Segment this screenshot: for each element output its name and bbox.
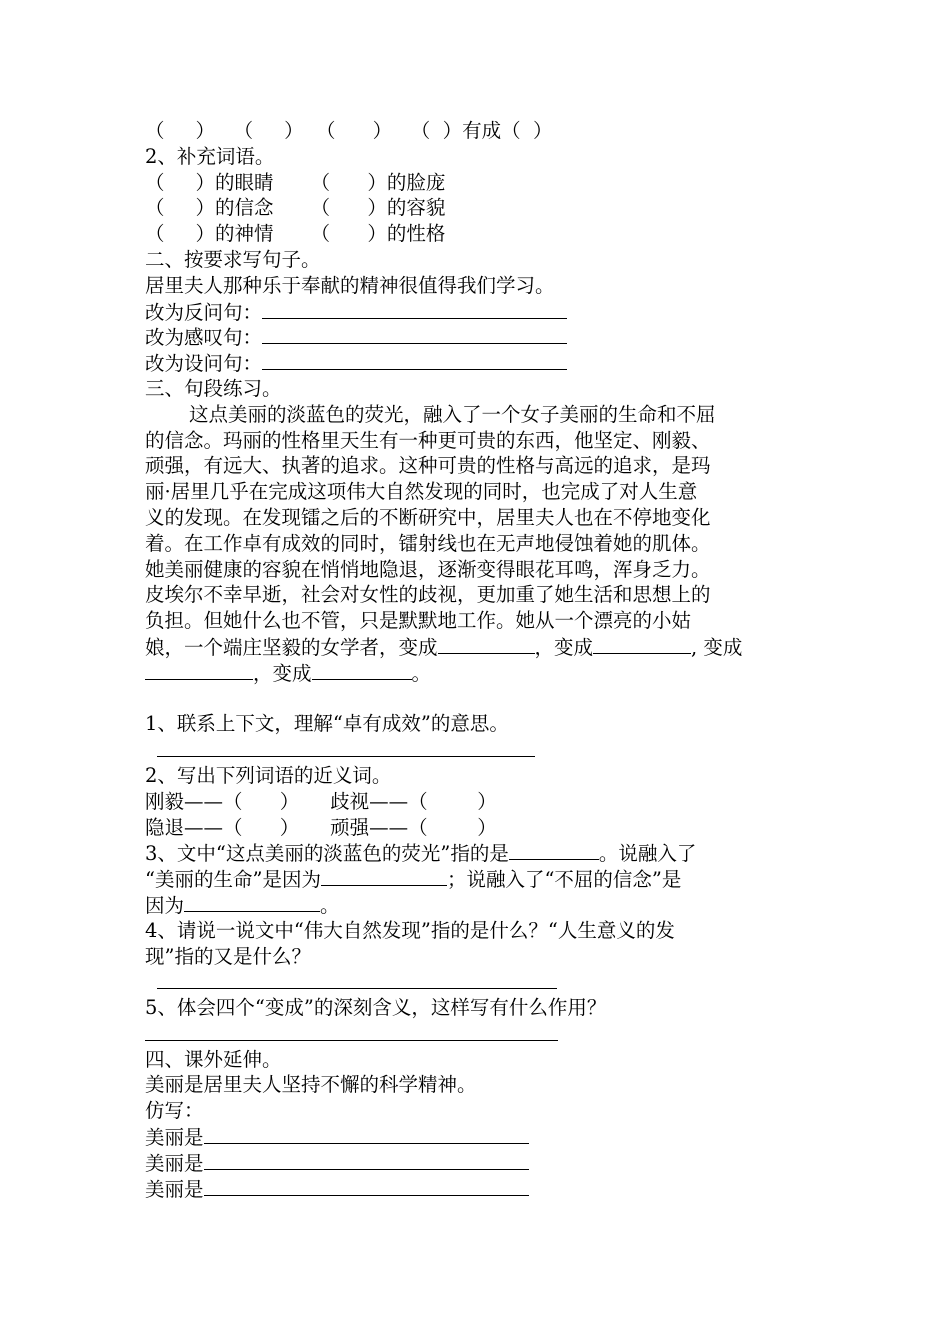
answer-blank[interactable] (312, 660, 412, 680)
fill-row: （ ）的信念 （ ）的容貌 (145, 196, 446, 220)
question-2: 2、写出下列词语的近义词。 (145, 763, 392, 787)
answer-blank[interactable] (157, 969, 557, 989)
section-heading: 三、句段练习。 (145, 376, 282, 400)
section-heading: 二、按要求写句子。 (145, 247, 321, 271)
rewrite-row: 改为感叹句： (145, 324, 810, 350)
section-heading: 2、补充词语。 (145, 144, 275, 168)
question-4: 4、请说一说文中“伟大自然发现”指的是什么？“人生意义的发 (145, 918, 675, 942)
rewrite-row: 改为反问句： (145, 299, 810, 325)
answer-blank[interactable] (204, 1124, 529, 1144)
fill-row: （ ）的神情 （ ）的性格 (145, 222, 446, 246)
answer-blank[interactable] (262, 324, 567, 344)
answer-blank[interactable] (157, 737, 535, 757)
example-sentence: 居里夫人那种乐于奉献的精神很值得我们学习。 (145, 273, 555, 297)
answer-blank[interactable] (593, 634, 691, 654)
answer-blank[interactable] (321, 866, 447, 886)
question-3: 3、文中“这点美丽的淡蓝色的荧光”指的是 。说融入了 (145, 842, 697, 866)
synonym-row: 刚毅——（ ） 歧视——（ ） (145, 789, 497, 813)
answer-blank[interactable] (145, 1021, 558, 1041)
answer-blank[interactable] (204, 1150, 529, 1170)
question-1: 1、联系上下文，理解“卓有成效”的意思。 (145, 712, 509, 736)
question-5: 5、体会四个“变成”的深刻含义，这样写有什么作用？ (145, 996, 607, 1020)
answer-blank[interactable] (184, 892, 320, 912)
answer-blank[interactable] (204, 1176, 529, 1196)
answer-blank[interactable] (145, 660, 253, 680)
answer-blank[interactable] (262, 350, 567, 370)
synonym-row: 隐退——（ ） 顽强——（ ） (145, 815, 497, 839)
answer-blank[interactable] (509, 840, 599, 860)
answer-blank[interactable] (438, 634, 535, 654)
reading-passage: 这点美丽的淡蓝色的荧光，融入了一个女子美丽的生命和不屈 的信念。玛丽的性格里天生有一种更可贵的东西，他坚定、刚毅、 顽强，有远大、执著的追求。这种可贵的性格与高远的追求，是玛 丽·居里几乎在完成这项伟大自然发现的同时，也完成了对人生意 义的发现。在发现镭之后的不断研究中，居里夫人也在不停地变化 着。在工作卓有成效的同时，镭射线也在无声地侵蚀着她的肌体。 她美丽健康的容貌在悄悄地隐退，逐渐变得眼花耳鸣，浑身乏力。 皮埃尔不幸早逝，社会对女性的歧视，更加重了她生活和思想上的 负担。但她什么也不管，只是默默地工作。她从一个漂亮的小姑 娘，一个端庄坚毅的女学者，变成 ，变成 , 变成 ，变成 。 (145, 402, 743, 685)
rewrite-row: 改为设问句： (145, 350, 810, 376)
worksheet-page: （ ） （ ） （ ） （ ）有成（ ） 2、补充词语。 （ ）的眼睛 （ ）的脸庞 （ ）的信念 （ ）的容貌 （ ）的神情 （ ）的性格 二、按要求写句子。 居里夫人那种乐于奉献的精神很值得我们学习。 改为反问句： 改为感叹句： 改为设问句： 三、句段练习。 这点美丽的淡蓝色的荧光，融入了一个女子美丽的生命和不屈 的信念。玛丽的性格里天生有一种更可贵的东西，他坚定、刚毅、 顽强，有远大、执著的追求。这种可贵的性格与高远的追求，是玛 丽·居里几乎在完成这项伟大自然发现的同时，也完成了对人生意 义的发现。在发现镭之后的不断研究中，居里夫人也在不停地变化 着。在工作卓有成效的同时，镭射线也在无声地侵蚀着她的肌体。 她美丽健康的容貌在悄悄地隐退，逐渐变得眼花耳鸣，浑身乏力。 皮埃尔不幸早逝，社会对女性的歧视，更加重了她生活和思想上的 负担。但她什么也不管，只是默默地工作。她从一个漂亮的小姑 娘，一个端庄坚毅的女学者，变成 ，变成 , 变成 ，变成 。 1、联系上下文，理解“卓有成效”的意思。 2、写出下列词语的近义词。 刚毅——（ ） 歧视——（ ） 隐退——（ ） 顽强——（ ） 3、文中“这点美丽的淡蓝色的荧光”指的是 。说融入了 “美丽的生命”是因为 ；说融入了“不屈的信念”是 因为 。 4、请说一说文中“伟大自然发现”指的是什么？“人生意义的发 现”指的又是什么？ 5、体会四个“变成”的深刻含义，这样写有什么作用？ 四、课外延伸。 美丽是居里夫人坚持不懈的科学精神。 仿写： 美丽是 美丽是 美丽是 (145, 118, 810, 1201)
idiom-fill-row: （ ） （ ） （ ） （ ）有成（ ） (145, 119, 553, 142)
section-heading: 四、课外延伸。 (145, 1047, 282, 1071)
answer-blank[interactable] (262, 299, 567, 319)
fill-row: （ ）的眼睛 （ ）的脸庞 (145, 170, 446, 194)
example-sentence: 美丽是居里夫人坚持不懈的科学精神。 (145, 1073, 477, 1097)
